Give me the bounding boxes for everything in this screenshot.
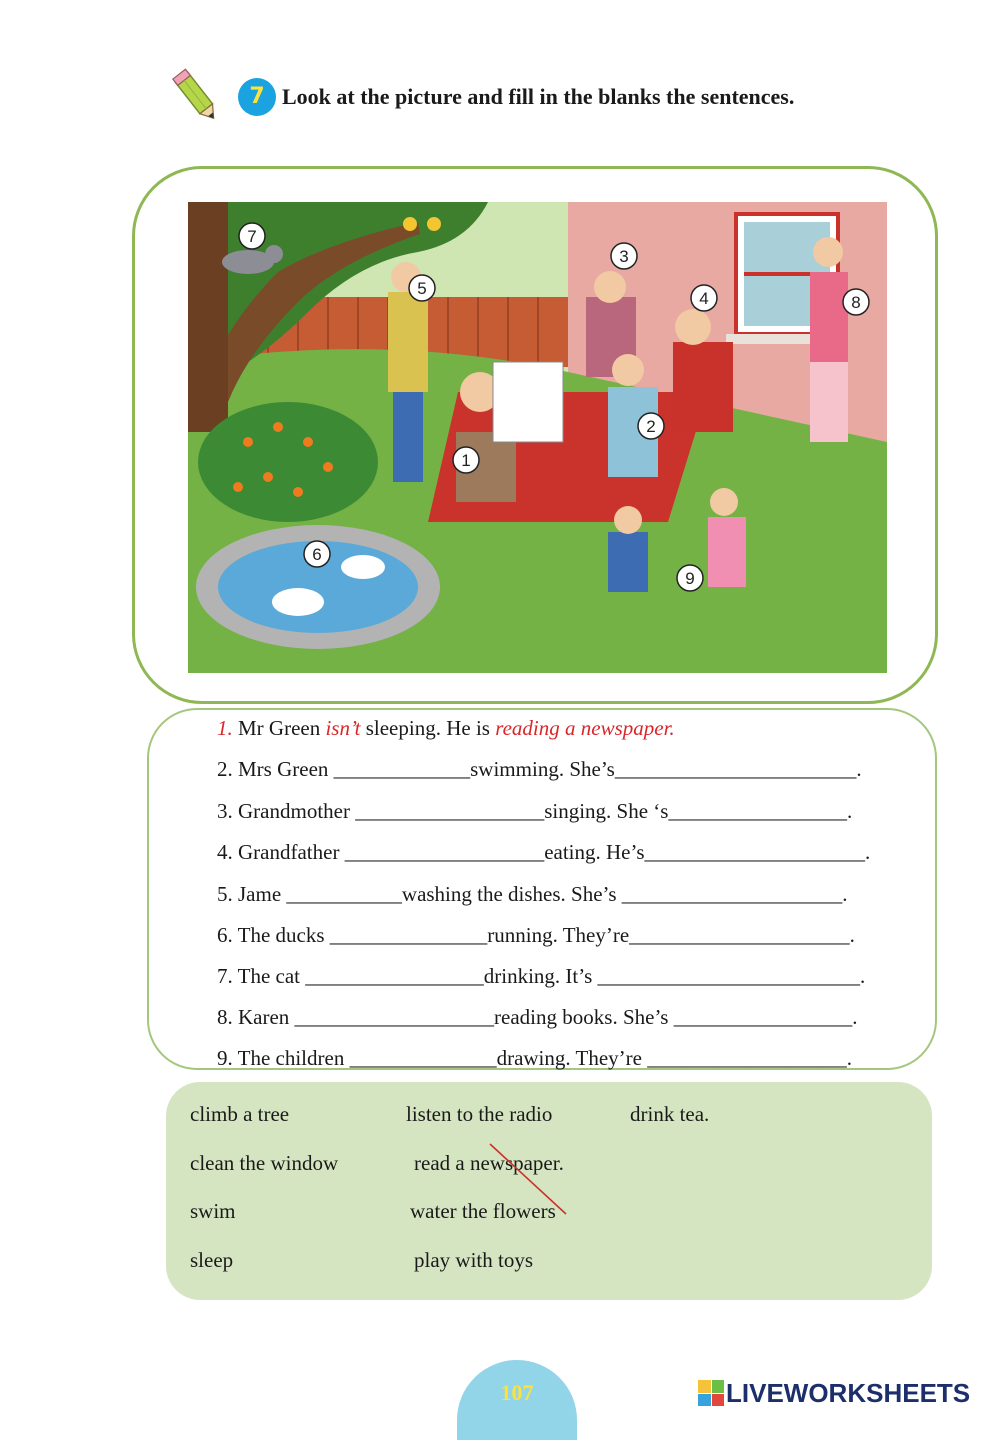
grandfather bbox=[673, 342, 733, 432]
duck bbox=[272, 588, 324, 616]
word-play-with-toys: play with toys bbox=[414, 1248, 533, 1272]
label-2 bbox=[638, 413, 664, 439]
family-garden-illustration bbox=[188, 202, 887, 673]
svg-text:3: 3 bbox=[619, 247, 629, 266]
strike-through-mark bbox=[488, 1142, 568, 1216]
karen bbox=[810, 272, 848, 362]
svg-text:2: 2 bbox=[646, 417, 656, 436]
page-number: 107 bbox=[500, 1380, 534, 1405]
sentence-text: Mr Green bbox=[238, 716, 326, 740]
girl bbox=[708, 517, 746, 587]
label-8 bbox=[843, 289, 869, 315]
label-3 bbox=[611, 243, 637, 269]
brand-name: LIVEWORKSHEETS bbox=[726, 1377, 971, 1408]
liveworksheets-brand[interactable] bbox=[698, 1374, 970, 1412]
rose-bush bbox=[198, 402, 378, 522]
pencil-icon bbox=[172, 66, 222, 128]
svg-text:9: 9 bbox=[685, 569, 695, 588]
boy bbox=[608, 532, 648, 592]
label-1 bbox=[453, 447, 479, 473]
word-sleep: sleep bbox=[190, 1248, 234, 1272]
word-climb-a-tree: climb a tree bbox=[190, 1102, 290, 1126]
sentence-7[interactable]: 7. The cat _________________drinking. It’s _________________________. bbox=[217, 964, 866, 988]
svg-text:7: 7 bbox=[247, 227, 257, 246]
svg-text:6: 6 bbox=[312, 545, 322, 564]
sentence-text: sleeping. He is bbox=[360, 716, 496, 740]
label-4 bbox=[691, 285, 717, 311]
label-7 bbox=[239, 223, 265, 249]
sentence-9[interactable]: 9. The children ______________drawing. They’re ___________________. bbox=[217, 1046, 852, 1070]
answer-word: isn’t bbox=[325, 716, 361, 740]
exercise-number-badge: 7 bbox=[238, 78, 276, 116]
word-water-the-flowers: water the flowers bbox=[410, 1199, 556, 1223]
sentence-2[interactable]: 2. Mrs Green _____________swimming. She’s_______________________. bbox=[217, 757, 862, 781]
word-swim: swim bbox=[190, 1199, 236, 1223]
jame bbox=[388, 292, 428, 392]
svg-text:4: 4 bbox=[699, 289, 709, 308]
liveworksheets-logo-icon bbox=[698, 1380, 724, 1406]
label-9 bbox=[677, 565, 703, 591]
svg-text:8: 8 bbox=[851, 293, 861, 312]
word-clean-the-window: clean the window bbox=[190, 1151, 339, 1175]
sentence-5[interactable]: 5. Jame ___________washing the dishes. She’s _____________________. bbox=[217, 882, 848, 906]
word-read-a-newspaper: read a newspaper. bbox=[414, 1151, 564, 1175]
sentence-3[interactable]: 3. Grandmother __________________singing. She ‘s_________________. bbox=[217, 799, 853, 823]
answer-phrase: reading a newspaper. bbox=[495, 716, 675, 740]
sentence-number: 1. bbox=[217, 716, 233, 740]
sentence-4[interactable]: 4. Grandfather ___________________eating. He’s_____________________. bbox=[217, 840, 871, 864]
svg-text:1: 1 bbox=[461, 451, 471, 470]
label-6 bbox=[304, 541, 330, 567]
svg-text:5: 5 bbox=[417, 279, 427, 298]
sentence-1 bbox=[217, 716, 675, 741]
instruction-heading: Look at the picture and fill in the blanks the sentences. bbox=[282, 84, 795, 109]
sentence-6[interactable]: 6. The ducks _______________running. They’re_____________________. bbox=[217, 923, 855, 947]
word-listen-to-the-radio: listen to the radio bbox=[406, 1102, 553, 1126]
duck bbox=[341, 555, 385, 579]
word-drink-tea: drink tea. bbox=[630, 1102, 710, 1126]
label-5 bbox=[409, 275, 435, 301]
sentence-8[interactable]: 8. Karen ___________________reading books. She’s _________________. bbox=[217, 1005, 858, 1029]
